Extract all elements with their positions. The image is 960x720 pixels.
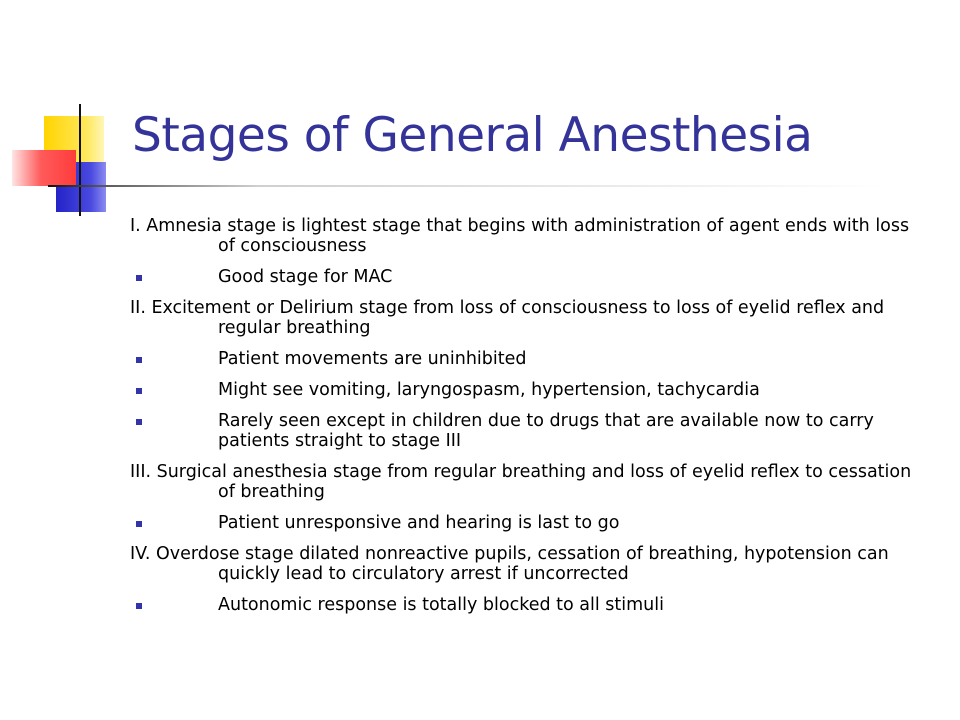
bullet-text: Might see vomiting, laryngospasm, hypertension, tachycardia [218, 380, 760, 400]
bullet-item [130, 595, 920, 615]
bullet-text: Good stage for MAC [218, 267, 393, 287]
bullet-icon [136, 275, 142, 281]
stage-item: II. Excitement or Delirium stage from loss of consciousness to loss of eyelid reflex and regular breathing [130, 298, 885, 338]
bullet-icon [136, 388, 142, 394]
bullet-icon [136, 521, 142, 527]
bullet-item [130, 380, 920, 400]
decorative-logo [0, 0, 140, 230]
logo-red-bar [12, 150, 76, 186]
stage-item: I. Amnesia stage is lightest stage that begins with administration of agent ends with loss of consciousness [130, 216, 910, 256]
slide-title: Stages of General Anesthesia [132, 108, 813, 163]
title-underline [48, 185, 888, 187]
bullet-item [130, 411, 920, 451]
bullet-item [130, 349, 920, 369]
bullet-text: Patient movements are uninhibited [218, 349, 527, 369]
bullet-icon [136, 603, 142, 609]
bullet-text: Rarely seen except in children due to drugs that are available now to carry patients straight to stage III [218, 411, 874, 451]
bullet-item [130, 267, 920, 287]
bullet-text: Autonomic response is totally blocked to all stimuli [218, 595, 665, 615]
stage-item: III. Surgical anesthesia stage from regular breathing and loss of eyelid reflex to cessation of breathing [130, 462, 912, 502]
slide-content [130, 216, 920, 626]
bullet-icon [136, 357, 142, 363]
bullet-text: Patient unresponsive and hearing is last to go [218, 513, 620, 533]
logo-vertical-line [79, 104, 81, 216]
stage-item: IV. Overdose stage dilated nonreactive pupils, cessation of breathing, hypotension can quickly lead to circulatory arrest if uncorrected [130, 544, 889, 584]
bullet-icon [136, 419, 142, 425]
bullet-item [130, 513, 920, 533]
